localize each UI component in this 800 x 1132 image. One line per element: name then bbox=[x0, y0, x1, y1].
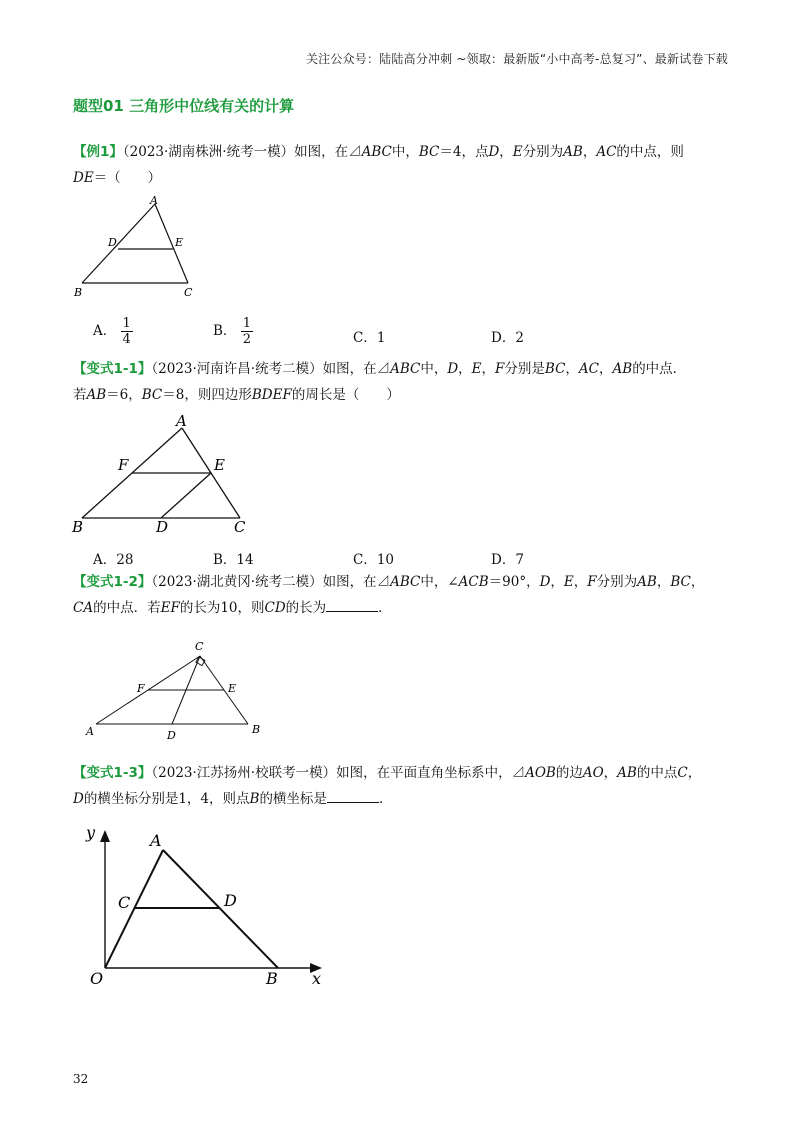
text: 中， bbox=[391, 144, 419, 160]
option-letter: D． bbox=[491, 330, 516, 346]
triangle-symbol: ⊿ bbox=[376, 574, 391, 590]
answer-blank[interactable] bbox=[327, 788, 379, 803]
label-b: B bbox=[266, 969, 278, 988]
triangle-symbol: ⊿ bbox=[511, 765, 526, 781]
text: ． bbox=[378, 791, 393, 807]
text: ， bbox=[481, 361, 496, 377]
text: 的长为10，则 bbox=[179, 600, 265, 616]
text: 的中点． bbox=[632, 361, 687, 377]
math: B bbox=[249, 791, 260, 807]
text: ， bbox=[582, 144, 597, 160]
label-e: E bbox=[228, 682, 237, 695]
math: E bbox=[471, 361, 482, 377]
label-e: E bbox=[175, 236, 184, 249]
variant-1-3-figure bbox=[74, 822, 334, 992]
math: AB bbox=[86, 387, 107, 403]
text: ， bbox=[499, 144, 513, 160]
label-e: E bbox=[214, 456, 225, 474]
label-a: A bbox=[86, 725, 94, 738]
math: AB bbox=[612, 361, 633, 377]
label-d: D bbox=[108, 236, 117, 249]
math: AB bbox=[617, 765, 637, 781]
text: ， bbox=[599, 361, 613, 377]
label-d: D bbox=[224, 891, 237, 910]
option-letter: C． bbox=[353, 330, 377, 346]
text: 的横坐标是 bbox=[259, 791, 327, 807]
text: 分别为 bbox=[522, 144, 564, 160]
numerator: 1 bbox=[242, 316, 251, 331]
math: DE bbox=[73, 170, 94, 186]
label-a: A bbox=[150, 831, 162, 850]
option-letter: A． bbox=[93, 552, 117, 568]
label-c: C bbox=[195, 640, 204, 653]
option-text: 1 bbox=[376, 330, 386, 346]
label-o: O bbox=[90, 969, 104, 988]
section-title: 题型01 三角形中位线有关的计算 bbox=[73, 97, 295, 115]
math: BDEF bbox=[251, 387, 292, 403]
text: ＝8，则四边形 bbox=[162, 387, 252, 403]
label-f: F bbox=[137, 682, 145, 695]
variant-1-1-tag: 【变式1-1】 bbox=[73, 361, 152, 377]
math: ABC bbox=[390, 361, 421, 377]
text: 的中点．若 bbox=[93, 600, 161, 616]
label-f: F bbox=[118, 456, 129, 474]
triangle-symbol: ⊿ bbox=[348, 144, 362, 160]
math: CA bbox=[73, 600, 94, 616]
label-b: B bbox=[252, 723, 261, 736]
label-x: x bbox=[312, 969, 322, 988]
label-a: A bbox=[150, 194, 158, 207]
math: BC bbox=[544, 361, 566, 377]
label-d: D bbox=[156, 518, 169, 536]
text: 中，∠ bbox=[420, 574, 459, 590]
math: BC bbox=[418, 144, 440, 160]
denominator: 4 bbox=[122, 332, 131, 347]
text: ， bbox=[603, 765, 618, 781]
variant-1-1-question bbox=[73, 356, 733, 408]
text: 的周长是（ ） bbox=[291, 387, 400, 403]
math: ABC bbox=[390, 574, 421, 590]
text: 中， bbox=[420, 361, 448, 377]
option-letter: B． bbox=[213, 552, 237, 568]
math: CD bbox=[264, 600, 286, 616]
text: 的长为 bbox=[285, 600, 327, 616]
example-1-option-d[interactable] bbox=[491, 326, 524, 346]
math: EF bbox=[160, 600, 180, 616]
variant-1-2-tag: 【变式1-2】 bbox=[73, 574, 152, 590]
answer-blank[interactable] bbox=[326, 597, 378, 612]
option-text: 2 bbox=[515, 330, 524, 346]
text: 分别为 bbox=[596, 574, 638, 590]
text: ． bbox=[378, 600, 392, 616]
math: AC bbox=[596, 144, 617, 160]
label-c: C bbox=[234, 518, 246, 536]
text: ＝6， bbox=[106, 387, 142, 403]
side-ac bbox=[155, 204, 188, 283]
text: （2023·河南许昌·统考二模）如图，在 bbox=[151, 361, 377, 377]
label-y: y bbox=[86, 823, 96, 842]
text: ＝90°， bbox=[488, 574, 540, 590]
text: ， bbox=[573, 574, 588, 590]
label-c: C bbox=[184, 286, 193, 299]
math: D bbox=[539, 574, 551, 590]
example-1-option-c[interactable] bbox=[353, 326, 385, 346]
side-ab bbox=[82, 204, 155, 283]
text: 的中点，则 bbox=[616, 144, 684, 160]
variant-1-1-option-c[interactable] bbox=[353, 548, 394, 568]
math: BC bbox=[670, 574, 691, 590]
math: D bbox=[488, 144, 500, 160]
label-d: D bbox=[167, 729, 176, 742]
math: C bbox=[677, 765, 688, 781]
math: F bbox=[495, 361, 505, 377]
label-b: B bbox=[74, 286, 83, 299]
math: D bbox=[73, 791, 84, 807]
text: ， bbox=[550, 574, 564, 590]
math: ABC bbox=[361, 144, 392, 160]
option-letter: A． bbox=[93, 323, 117, 339]
math: BC bbox=[141, 387, 163, 403]
denominator: 2 bbox=[242, 332, 251, 347]
text: ， bbox=[565, 361, 579, 377]
example-1-option-a[interactable] bbox=[93, 316, 133, 347]
numerator: 1 bbox=[122, 316, 131, 331]
text: ， bbox=[690, 574, 705, 590]
variant-1-1-option-b[interactable] bbox=[213, 548, 254, 568]
text: 分别是 bbox=[504, 361, 545, 377]
math: E bbox=[563, 574, 574, 590]
label-b: B bbox=[72, 518, 84, 536]
example-1-option-b[interactable] bbox=[213, 316, 253, 347]
option-letter: C． bbox=[353, 552, 377, 568]
math: AO bbox=[582, 765, 604, 781]
math: AOB bbox=[525, 765, 556, 781]
page-header: 关注公众号：陆陆高分冲刺 ~领取：最新版“小中高考-总复习”、最新试卷下载 bbox=[305, 52, 728, 66]
fraction bbox=[121, 316, 133, 347]
variant-1-1-option-d[interactable] bbox=[491, 548, 524, 568]
variant-1-3-tag: 【变式1-3】 bbox=[73, 765, 152, 781]
text: （2023·江苏扬州·校联考一模）如图，在平面直角坐标系中， bbox=[151, 765, 512, 781]
triangle-symbol: ⊿ bbox=[376, 361, 391, 377]
text: 若 bbox=[73, 387, 87, 403]
text: （2023·湖南株洲·统考一模）如图，在 bbox=[122, 144, 349, 160]
text: 的横坐标分别是1，4，则点 bbox=[83, 791, 250, 807]
math: AC bbox=[578, 361, 600, 377]
text: ＝4，点 bbox=[439, 144, 489, 160]
text: ， bbox=[458, 361, 472, 377]
math: AB bbox=[563, 144, 583, 160]
math: ACB bbox=[458, 574, 489, 590]
text: （2023·湖北黄冈·统考二模）如图，在 bbox=[151, 574, 377, 590]
text: 的中点 bbox=[636, 765, 678, 781]
page-number: 32 bbox=[73, 1072, 89, 1086]
fraction bbox=[241, 316, 253, 347]
example-1-question bbox=[73, 139, 733, 191]
option-letter: B． bbox=[213, 323, 237, 339]
variant-1-2-figure bbox=[80, 636, 270, 744]
option-text: 7 bbox=[515, 552, 524, 568]
math: D bbox=[447, 361, 459, 377]
variant-1-1-option-a[interactable] bbox=[93, 548, 133, 568]
variant-1-3-question bbox=[73, 760, 733, 812]
text: ， bbox=[687, 765, 702, 781]
variant-1-1-figure bbox=[70, 410, 260, 538]
math: F bbox=[587, 574, 597, 590]
option-letter: D． bbox=[491, 552, 516, 568]
option-text: 14 bbox=[236, 552, 254, 568]
example-1-figure bbox=[70, 192, 210, 304]
math: AB bbox=[637, 574, 657, 590]
option-text: 10 bbox=[376, 552, 395, 568]
text: ＝（ ） bbox=[93, 170, 162, 186]
example-1-tag: 【例1】 bbox=[73, 144, 123, 160]
label-a: A bbox=[176, 412, 187, 430]
segment-ed bbox=[161, 473, 211, 518]
variant-1-2-question bbox=[73, 569, 733, 621]
option-text: 28 bbox=[116, 552, 134, 568]
text: 的边 bbox=[555, 765, 583, 781]
math: E bbox=[512, 144, 523, 160]
y-axis-arrow-icon bbox=[100, 830, 110, 842]
label-c: C bbox=[118, 893, 131, 912]
text: ， bbox=[656, 574, 671, 590]
